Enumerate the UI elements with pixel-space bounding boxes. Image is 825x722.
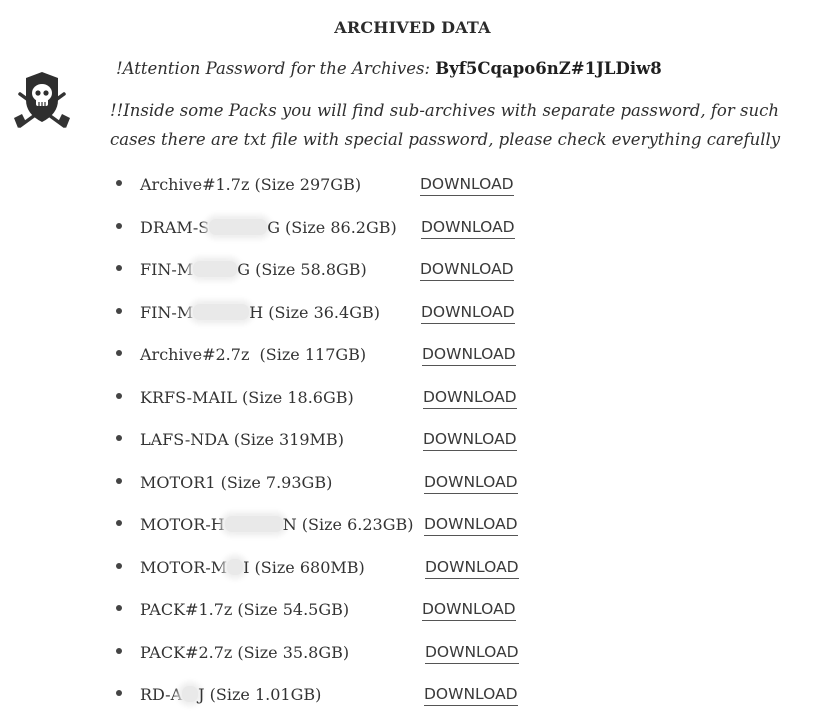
bullet-icon: [116, 690, 122, 696]
file-name-start: RD-A: [140, 685, 183, 704]
file-name: [140, 643, 349, 662]
file-name: [140, 473, 332, 492]
redaction-blur: [193, 304, 249, 320]
download-link[interactable]: DOWNLOAD: [424, 685, 518, 706]
download-link[interactable]: DOWNLOAD: [423, 430, 517, 451]
file-item: [0, 250, 825, 293]
file-name-end: J (Size 1.01GB): [198, 685, 322, 704]
bullet-icon: [116, 563, 122, 569]
file-name: [140, 685, 321, 704]
file-name-start: MOTOR-M: [140, 557, 228, 577]
redaction-blur: [209, 219, 267, 235]
file-item: [0, 420, 825, 463]
file-name-text: PACK#2.7z (Size 35.8GB): [140, 642, 350, 662]
file-name: [140, 345, 366, 364]
file-item: [0, 293, 825, 336]
file-name-end: N (Size 6.23GB): [282, 515, 414, 534]
download-link[interactable]: DOWNLOAD: [420, 260, 514, 281]
archive-password: Byf5Cqapo6nZ#1JLDiw8: [435, 59, 662, 78]
download-link[interactable]: DOWNLOAD: [421, 303, 515, 324]
redaction-blur: [193, 261, 237, 277]
download-link[interactable]: DOWNLOAD: [425, 558, 519, 579]
bullet-icon: [116, 605, 122, 611]
file-name-end: I (Size 680MB): [243, 557, 365, 577]
file-item: [0, 675, 825, 718]
file-name-text: Archive#2.7z (Size 117GB): [140, 345, 367, 364]
bullet-icon: [116, 520, 122, 526]
file-name: [140, 175, 361, 194]
download-link[interactable]: DOWNLOAD: [425, 643, 519, 664]
download-link[interactable]: DOWNLOAD: [424, 515, 518, 536]
file-item: [0, 548, 825, 591]
redaction-blur: [182, 686, 198, 702]
file-name: [140, 303, 380, 322]
bullet-icon: [116, 223, 122, 229]
file-name-start: DRAM-S: [140, 217, 210, 237]
download-link[interactable]: DOWNLOAD: [421, 218, 515, 239]
file-item: [0, 378, 825, 421]
bullet-icon: [116, 180, 122, 186]
file-name-text: MOTOR1 (Size 7.93GB): [140, 472, 333, 492]
file-item: [0, 165, 825, 208]
redaction-blur: [225, 516, 283, 532]
redaction-blur: [227, 559, 243, 575]
download-link[interactable]: DOWNLOAD: [420, 175, 514, 196]
bullet-icon: [116, 648, 122, 654]
file-name: [140, 218, 397, 237]
file-name: [140, 388, 354, 407]
file-name-end: H (Size 36.4GB): [249, 302, 380, 322]
file-name-start: MOTOR-H: [140, 515, 225, 534]
bullet-icon: [116, 478, 122, 484]
file-name: [140, 260, 367, 279]
password-label: !Attention Password for the Archives:: [116, 59, 431, 78]
file-name: [140, 515, 414, 534]
file-item: [0, 505, 825, 548]
file-item: [0, 208, 825, 251]
shield-crossed-axes-icon: [12, 72, 72, 134]
file-item: [0, 463, 825, 506]
file-name-text: PACK#1.7z (Size 54.5GB): [140, 600, 350, 619]
shield-logo-icon: [12, 72, 72, 134]
file-name-end: G (Size 86.2GB): [267, 217, 397, 237]
bullet-icon: [116, 308, 122, 314]
sub-archive-note: !!Inside some Packs you will find sub-archives with separate password, for such cases there are txt file with special password, please check everything carefully: [110, 101, 781, 149]
file-name-text: KRFS-MAIL (Size 18.6GB): [140, 387, 354, 407]
bullet-icon: [116, 350, 122, 356]
archive-file-list: [0, 165, 825, 718]
download-link[interactable]: DOWNLOAD: [422, 345, 516, 366]
file-item: [0, 633, 825, 676]
password-notice: [116, 59, 662, 78]
download-link[interactable]: DOWNLOAD: [424, 473, 518, 494]
bullet-icon: [116, 393, 122, 399]
download-link[interactable]: DOWNLOAD: [423, 388, 517, 409]
file-name-text: Archive#1.7z (Size 297GB): [140, 175, 362, 194]
file-name-text: LAFS-NDA (Size 319MB): [140, 430, 344, 449]
download-link[interactable]: DOWNLOAD: [422, 600, 516, 621]
file-name: [140, 430, 344, 449]
file-name-start: FIN-M: [140, 260, 194, 279]
file-item: [0, 335, 825, 378]
bullet-icon: [116, 435, 122, 441]
file-item: [0, 590, 825, 633]
file-name-end: G (Size 58.8GB): [237, 260, 367, 279]
page-title: ARCHIVED DATA: [334, 18, 491, 37]
file-name-start: FIN-M: [140, 302, 194, 322]
bullet-icon: [116, 265, 122, 271]
file-name: [140, 558, 365, 577]
file-name: [140, 600, 349, 619]
